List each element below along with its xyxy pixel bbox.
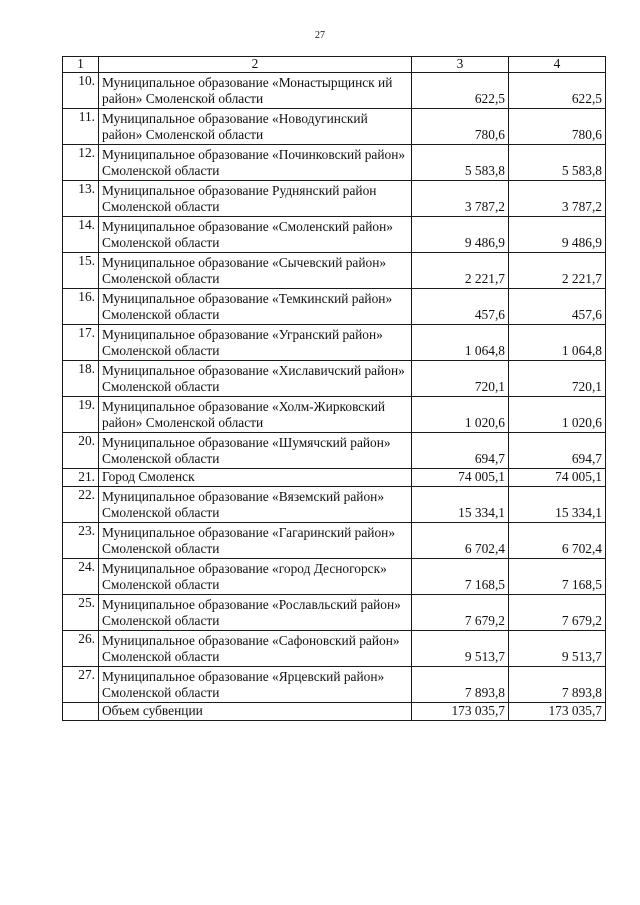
amount-col4: 9 486,9 [509, 217, 606, 253]
row-number: 20. [63, 433, 99, 469]
amount-col4: 1 064,8 [509, 325, 606, 361]
amount-col4: 720,1 [509, 361, 606, 397]
table-row [63, 289, 606, 325]
row-number: 26. [63, 631, 99, 667]
municipality-name: Муниципальное образование «Вяземский район» Смоленской области [99, 487, 412, 523]
amount-col3: 15 334,1 [412, 487, 509, 523]
table-row [63, 559, 606, 595]
table-header-row [63, 57, 606, 73]
table-row [63, 253, 606, 289]
row-number: 19. [63, 397, 99, 433]
municipality-name: Объем субвенции [99, 703, 412, 721]
table-row [63, 109, 606, 145]
municipality-name: Муниципальное образование «Шумячский район» Смоленской области [99, 433, 412, 469]
municipality-name: Муниципальное образование «Починковский район» Смоленской области [99, 145, 412, 181]
table-row [63, 487, 606, 523]
municipality-name: Муниципальное образование «Смоленский район» Смоленской области [99, 217, 412, 253]
amount-col4: 7 168,5 [509, 559, 606, 595]
amount-col4: 2 221,7 [509, 253, 606, 289]
table-row [63, 433, 606, 469]
column-header-1: 1 [63, 57, 99, 73]
municipality-name: Город Смоленск [99, 469, 412, 487]
total-row [63, 703, 606, 721]
amount-col3: 1 064,8 [412, 325, 509, 361]
amount-col3: 457,6 [412, 289, 509, 325]
table-row [63, 181, 606, 217]
amount-col3: 2 221,7 [412, 253, 509, 289]
amount-col4: 6 702,4 [509, 523, 606, 559]
amount-col3: 694,7 [412, 433, 509, 469]
amount-col3: 6 702,4 [412, 523, 509, 559]
row-number: 18. [63, 361, 99, 397]
row-number: 23. [63, 523, 99, 559]
row-number: 27. [63, 667, 99, 703]
amount-col3: 7 168,5 [412, 559, 509, 595]
page-number: 27 [315, 30, 325, 41]
amount-col3: 7 679,2 [412, 595, 509, 631]
amount-col3: 7 893,8 [412, 667, 509, 703]
municipality-name: Муниципальное образование «Угранский район» Смоленской области [99, 325, 412, 361]
table-row [63, 523, 606, 559]
amount-col4: 694,7 [509, 433, 606, 469]
amount-col4: 780,6 [509, 109, 606, 145]
row-number: 25. [63, 595, 99, 631]
amount-col4: 457,6 [509, 289, 606, 325]
amount-col3: 3 787,2 [412, 181, 509, 217]
amount-col4: 9 513,7 [509, 631, 606, 667]
amount-col3: 1 020,6 [412, 397, 509, 433]
table-row [63, 631, 606, 667]
row-number: 16. [63, 289, 99, 325]
table-row [63, 595, 606, 631]
row-number: 13. [63, 181, 99, 217]
municipality-name: Муниципальное образование «Ярцевский район» Смоленской области [99, 667, 412, 703]
table-row [63, 361, 606, 397]
row-number: 11. [63, 109, 99, 145]
row-number: 24. [63, 559, 99, 595]
amount-col3: 9 513,7 [412, 631, 509, 667]
row-number: 17. [63, 325, 99, 361]
municipality-name: Муниципальное образование «Сафоновский район» Смоленской области [99, 631, 412, 667]
amount-col3: 720,1 [412, 361, 509, 397]
row-number: 12. [63, 145, 99, 181]
amount-col4: 622,5 [509, 73, 606, 109]
amount-col4: 5 583,8 [509, 145, 606, 181]
table-row [63, 397, 606, 433]
table-row [63, 325, 606, 361]
municipality-name: Муниципальное образование Руднянский район Смоленской области [99, 181, 412, 217]
amount-col4: 7 679,2 [509, 595, 606, 631]
amount-col4: 7 893,8 [509, 667, 606, 703]
amount-col3: 173 035,7 [412, 703, 509, 721]
municipality-name: Муниципальное образование «Сычевский район» Смоленской области [99, 253, 412, 289]
column-header-4: 4 [509, 57, 606, 73]
municipality-name: Муниципальное образование «Новодугинский район» Смоленской области [99, 109, 412, 145]
row-number: 21. [63, 469, 99, 487]
municipality-name: Муниципальное образование «Рославльский район» Смоленской области [99, 595, 412, 631]
table-row [63, 145, 606, 181]
table-row [63, 469, 606, 487]
row-number: 22. [63, 487, 99, 523]
amount-col3: 5 583,8 [412, 145, 509, 181]
amount-col3: 622,5 [412, 73, 509, 109]
row-number [63, 703, 99, 721]
row-number: 10. [63, 73, 99, 109]
municipality-name: Муниципальное образование «Гагаринский район» Смоленской области [99, 523, 412, 559]
amount-col4: 74 005,1 [509, 469, 606, 487]
municipality-name: Муниципальное образование «Монастырщинск ий район» Смоленской области [99, 73, 412, 109]
table-row [63, 667, 606, 703]
row-number: 14. [63, 217, 99, 253]
row-number: 15. [63, 253, 99, 289]
amount-col3: 9 486,9 [412, 217, 509, 253]
municipality-name: Муниципальное образование «город Десногорск» Смоленской области [99, 559, 412, 595]
amount-col3: 780,6 [412, 109, 509, 145]
table-row [63, 217, 606, 253]
column-header-3: 3 [412, 57, 509, 73]
amount-col3: 74 005,1 [412, 469, 509, 487]
amount-col4: 3 787,2 [509, 181, 606, 217]
table-row [63, 73, 606, 109]
municipality-name: Муниципальное образование «Темкинский район» Смоленской области [99, 289, 412, 325]
subvention-table [62, 56, 606, 721]
amount-col4: 173 035,7 [509, 703, 606, 721]
municipality-name: Муниципальное образование «Холм-Жирковский район» Смоленской области [99, 397, 412, 433]
amount-col4: 15 334,1 [509, 487, 606, 523]
column-header-2: 2 [99, 57, 412, 73]
amount-col4: 1 020,6 [509, 397, 606, 433]
municipality-name: Муниципальное образование «Хиславичский район» Смоленской области [99, 361, 412, 397]
